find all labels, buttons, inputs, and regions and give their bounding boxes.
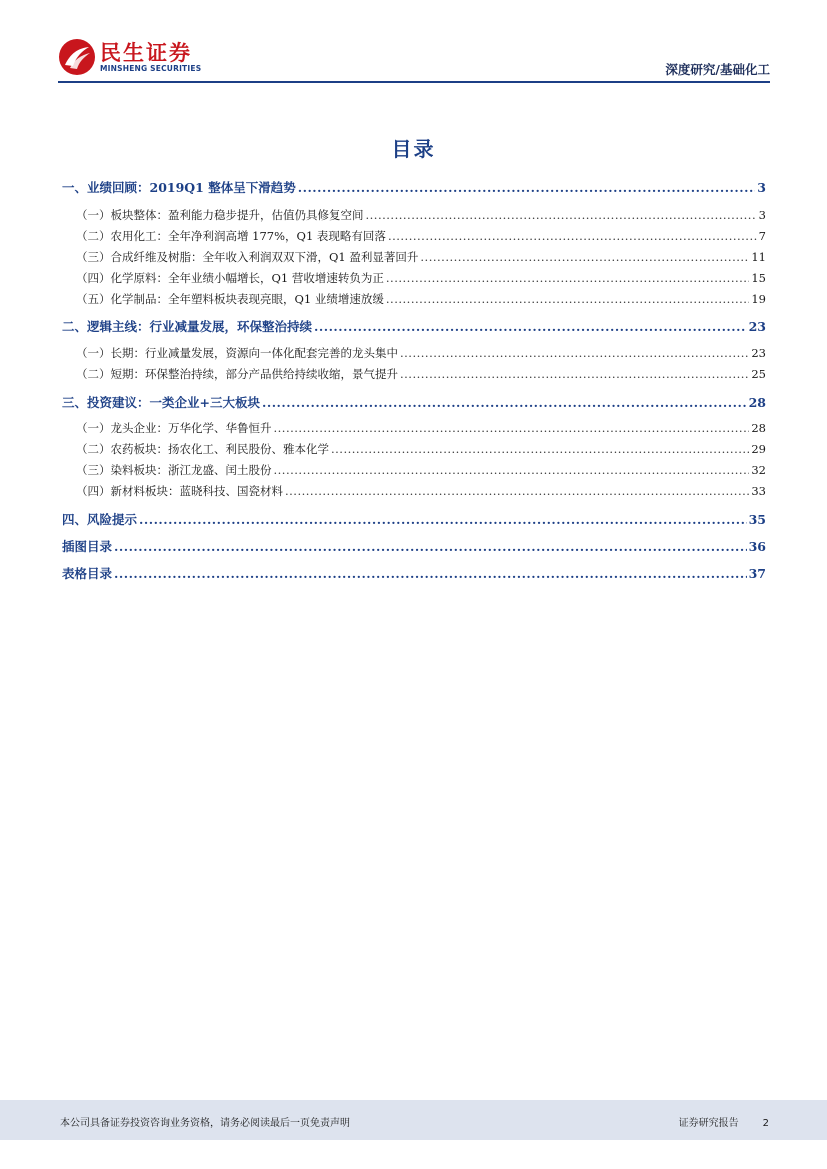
toc-entry-label: （四）化学原料：全年业绩小幅增长，Q1 营收增速转负为正 xyxy=(76,271,384,285)
footer-right xyxy=(679,1114,769,1129)
toc-entry-page: 35 xyxy=(748,512,766,527)
page-number: 2 xyxy=(762,1118,769,1129)
toc-leader xyxy=(331,442,749,456)
toc-entry-page: 25 xyxy=(751,367,766,381)
toc-entry-label: （二）农药板块：扬农化工、利民股份、雅本化学 xyxy=(76,442,329,456)
toc-entry[interactable] xyxy=(62,345,766,361)
toc-entry-label: （一）板块整体：盈利能力稳步提升，估值仍具修复空间 xyxy=(76,208,364,222)
toc-leader xyxy=(285,484,749,498)
toc-entry[interactable] xyxy=(62,207,766,223)
toc-entry[interactable] xyxy=(62,483,766,499)
toc-entry-page: 19 xyxy=(751,292,766,306)
header-divider xyxy=(58,81,770,83)
toc-entry[interactable] xyxy=(62,228,766,244)
toc-entry-page: 28 xyxy=(751,421,766,435)
toc-entry[interactable] xyxy=(62,393,766,411)
page-footer xyxy=(0,1100,827,1140)
toc-entry-label: 插图目录 xyxy=(62,539,113,554)
toc-leader xyxy=(114,566,747,581)
toc-entry-page: 37 xyxy=(748,566,766,581)
toc-entry[interactable] xyxy=(62,178,766,196)
company-logo xyxy=(58,36,218,78)
toc-entry-page: 11 xyxy=(751,250,766,264)
toc-entry[interactable] xyxy=(62,270,766,286)
report-section: 深度研究/基础化工 xyxy=(665,62,770,77)
logo-text-en: MINSHENG SECURITIES xyxy=(100,64,202,73)
toc-entry[interactable] xyxy=(62,441,766,457)
toc-entry-page: 32 xyxy=(751,463,766,477)
toc-entry-label: （一）龙头企业：万华化学、华鲁恒升 xyxy=(76,421,272,435)
toc-entry-label: （一）长期：行业减量发展，资源向一体化配套完善的龙头集中 xyxy=(76,346,398,360)
toc-entry[interactable] xyxy=(62,420,766,436)
toc-title: 目录 xyxy=(391,137,436,161)
toc-leader xyxy=(388,229,757,243)
toc-leader xyxy=(314,319,747,334)
toc-entry[interactable] xyxy=(62,462,766,478)
toc-leader xyxy=(139,512,747,527)
toc-leader xyxy=(274,421,750,435)
toc-entry-page: 3 xyxy=(757,180,766,195)
toc-entry[interactable] xyxy=(62,317,766,335)
toc-entry-page: 28 xyxy=(748,395,766,410)
toc-entry-label: （二）农用化工：全年净利润高增 177%，Q1 表现略有回落 xyxy=(76,229,386,243)
toc-entry-label: 三、投资建议：一类企业+三大板块 xyxy=(62,395,260,410)
footer-report-type: 证券研究报告 xyxy=(678,1118,739,1129)
toc-leader xyxy=(386,292,749,306)
toc-leader xyxy=(420,250,749,264)
toc-entry-label: （三）染料板块：浙江龙盛、闰土股份 xyxy=(76,463,272,477)
toc-entry-page: 15 xyxy=(751,271,766,285)
toc-entry-label: （二）短期：环保整治持续，部分产品供给持续收缩，景气提升 xyxy=(76,367,398,381)
toc-entry[interactable] xyxy=(62,249,766,265)
toc-entry-label: 四、风险提示 xyxy=(62,512,138,527)
toc-entry-page: 3 xyxy=(758,208,766,222)
toc-entry[interactable] xyxy=(62,510,766,528)
toc-entry-page: 29 xyxy=(751,442,766,456)
logo-text-cn: 民生证券 xyxy=(100,41,192,65)
toc-leader xyxy=(400,346,749,360)
toc-entry-label: 一、业绩回顾：2019Q1 整体呈下滑趋势 xyxy=(62,180,296,195)
toc-entry-page: 36 xyxy=(748,539,766,554)
toc-leader xyxy=(262,395,747,410)
toc-entry-page: 7 xyxy=(758,229,766,243)
toc-entry-page: 23 xyxy=(751,346,766,360)
toc-entry[interactable] xyxy=(62,564,766,582)
toc-entry-page: 33 xyxy=(751,484,766,498)
toc-entry-page: 23 xyxy=(748,319,766,334)
toc-entry-label: （四）新材料板块：蓝晓科技、国瓷材料 xyxy=(76,484,283,498)
toc-leader xyxy=(386,271,749,285)
toc-leader xyxy=(274,463,750,477)
logo-emblem-icon xyxy=(58,38,96,76)
toc-entry-label: 二、逻辑主线：行业减量发展，环保整治持续 xyxy=(62,319,313,334)
toc-entry[interactable] xyxy=(62,291,766,307)
toc-leader xyxy=(298,180,756,195)
page-header xyxy=(58,36,770,84)
toc-entry-label: （五）化学制品：全年塑料板块表现亮眼，Q1 业绩增速放缓 xyxy=(76,292,384,306)
footer-disclaimer: 本公司具备证券投资咨询业务资格，请务必阅读最后一页免责声明 xyxy=(60,1118,350,1129)
toc-entry-label: 表格目录 xyxy=(62,566,113,581)
toc-entry[interactable] xyxy=(62,537,766,555)
toc-entry-label: （三）合成纤维及树脂：全年收入利润双双下滑，Q1 盈利显著回升 xyxy=(76,250,419,264)
toc-leader xyxy=(114,539,747,554)
toc-leader xyxy=(400,367,749,381)
toc-leader xyxy=(366,208,757,222)
toc-entry[interactable] xyxy=(62,366,766,382)
